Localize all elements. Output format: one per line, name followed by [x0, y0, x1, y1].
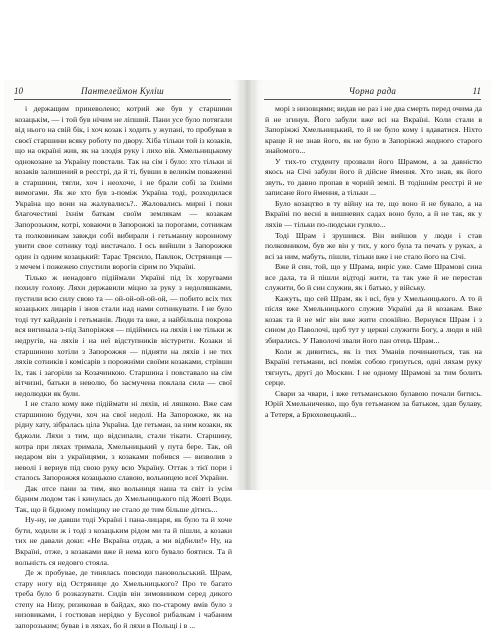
paragraph: і держащим приневолено; котрий же був у старшини козацькім, — і той був нічим не ліпший. Пани усе було потягали від нього на свій бік, і хоч козак і ходить у жупані, то пробував в своєї старшини всяку роботу по двору. Хіба тільки той із козаків, що на окраїні жив, як на злодія руку і лихо вів. Хмельницькому однокозане за Україну повстали. Так на сім і було: хто тільки зі козаків залишений в реєстрі, да й ті, бувши в великім поваженні в старшини, тягли, хоч і неохоче, і не брали собі за їхніми вимогами. Як же хто був з-поміж Україна тоді, розходилася Україна що вони на жалувались?.. Жаловались мирні і поки благочестиві їхнім баткам своїм землякам — козакам Запорозьким, котрі, ховаючи в Запорожжі за порогами, сотникам та полковникам завжди собі вибирали і гетьманну коронному увити свое сотнику тоді вистачало. І ось вийшли з Запорожжя один із одним козацький: Тарас Трясило, Павлюк, Остряниця — з мечем і пожежею спустили ворогів сірим по Україні. [15, 104, 232, 272]
paragraph: І не стало кому вже підіймати ні ляхів, ні ляшкою. Вже сам старшиною будучи, хоч на свої недолі. На Запорожже, як на рідну хату, зібралась ціла Україна. Іде гетьман, за ним козаки, як бджоли. Ляхи з тим, що відсипали, стали тікати. Старшину, котра при ляхах тримала, Хмельницький у пута бере. Так, ой недаром він з українцями, з козаками побився — визволив з неволі і вернув під свою руку всю Україну. Оттак з тієї пори і сталось Запорожжя козацькою славою, вольницею всеї України. [15, 399, 232, 483]
right-page [253, 80, 491, 490]
paragraph: Тілько ж ненадовго підіймали Україні під їх хоругвами похилу голову. Ляхи державили міцно за руку з недоляшками, пустили всю силу свою та — ой-ой-ой-ой-ой, — побито всіх тих козацьких лицарів і знов стали над нами сотникувати. І не було тоді тут кайданів і гетьманів. Люди та вже, а найбільша покрова вся вигинала з-під Запоріжжя — підіймись на ляхів і не тільки ж недругів, на ляхів і на неї відступників вістурити. Козаки зі старшиною хотіли з Запорожжя — підняти на ляхів і не тих ляхів сотників і комісарів з порожніми своїми козаками, стрівши їх, так і загоріли за Козачинкою. Старшина і повставало на сім вітчизні, батьки в неволю, бо засмучена поклала сила — свої недолюдки як були. [15, 272, 232, 398]
left-page-number: 10 [14, 86, 23, 96]
paragraph: Де ж пробувае, де тинялась повсюди пановольський. Шрам, стару ногу від Острянице до Хмельницького? Про те багато треба було б розказувати. Сидів він зимовником серед дикого степу на Низу, ризиковав в байдах, яко по-старому вмів було з низовиками, і гостював нерідко у Бусової рибалкам і чабаним запорозьким; бував і в ляхах, бо й ляхи в Польщі і в ... [15, 568, 232, 630]
left-page [4, 80, 242, 630]
left-header-rule [14, 99, 231, 100]
paragraph: Дак отсе пани за тим, яко вольниця наша та світ із усім бідним людом так і кинулась до Хмельницького під Жовті Води. Так, що й бідному поміщику не стало де тим більше дітись... [15, 483, 232, 514]
left-running-head: Пантелеймон Куліш [81, 86, 164, 96]
right-header-rule [264, 99, 481, 100]
left-page-text [15, 104, 232, 630]
paragraph: Свари за чвари, і вже гетьманською булавою почали битись. Юрій Хмельниченко, що був гетьманом за батьком, здав булаву, а Тетеря, а Брюховецький... [265, 388, 482, 419]
book-gutter [242, 80, 253, 490]
paragraph: Тоді Шрам і зрушився. Він вийшов у люди і став полковником, був же він у тих, у кого була та печать у руках, а всі за ним, мабуть, пішли, тільки вже і не стало його на Січі. [265, 230, 482, 261]
paragraph: Ну-ну, не давши тоді Україні і пана-лицаря, як було та й хоче бути, ходили ж і тоді з козацьким рідом ми та й пішли, а козаки тих не давали доки: «Не Вкраїна отдав, а ми відбили!» Ну, на Вкраїні, отже, з козаками вже й нема кого бувало боятися. Та й вольність ся недовго стояла. [15, 515, 232, 567]
paragraph: Кажуть, що сей Шрам, як і всі, був у Хмельницького. А то й після вже Хмельницького служив Україні да й козакам. Вже козак та й не міг він вже жити спокійно. Вернувся Шрам і з сином до Паволочі, щоб тут у церкві служити Богу, а люди в ній збирались. У Паволочі звали його пан отець Шрам... [265, 293, 482, 346]
paragraph: У тих-то студенту прозвали його Шрамом, а за давністю якось на Січі забули його й дійсне ймення. Хто знав, як його звуть, то давно пропав в чорній землі. В тодішнім реєстрі й не записане його ймення, а тільки ... [265, 156, 482, 198]
paragraph: Вже й син, той, що у Шрама, виріс уже. Саме Шрамові сина все дала, та й пішли відтоді жити, та так уже й не перестав служити, бо й син служив, як і батько, у війську. [265, 262, 482, 293]
paragraph: морі з низовцями; видав не раз і не два смерть перед очима да й не згинув. Його забули вже всі на Вкраїні. Коли стали в Запоріжжі Хмельницький, то й не було кому і вдаватися. Ніхто краще й не знав його, як не було в Запоріжжі жодного старого знайомого... [265, 104, 482, 156]
left-page-header [14, 86, 231, 100]
right-page-text [265, 104, 482, 484]
paragraph: Було козацтво в ту війну на те, що воно й не бувало, а на Вкраїні по весні в вишневих садах воно було, а й не так, як у ляхів — тільки по-людськи гуляло... [265, 198, 482, 230]
right-page-header [264, 86, 481, 100]
paragraph: Коли ж дивитись, як із тих Уманів починаються, так на Вкраїні гетьмани, всі поміж собою гризуться, одні ляхам руку тягнуть, другі до Москви. І не одному Шрамові за тим болить серце. [265, 346, 482, 388]
right-running-head: Чорна рада [348, 86, 397, 96]
right-page-number: 11 [472, 86, 481, 96]
